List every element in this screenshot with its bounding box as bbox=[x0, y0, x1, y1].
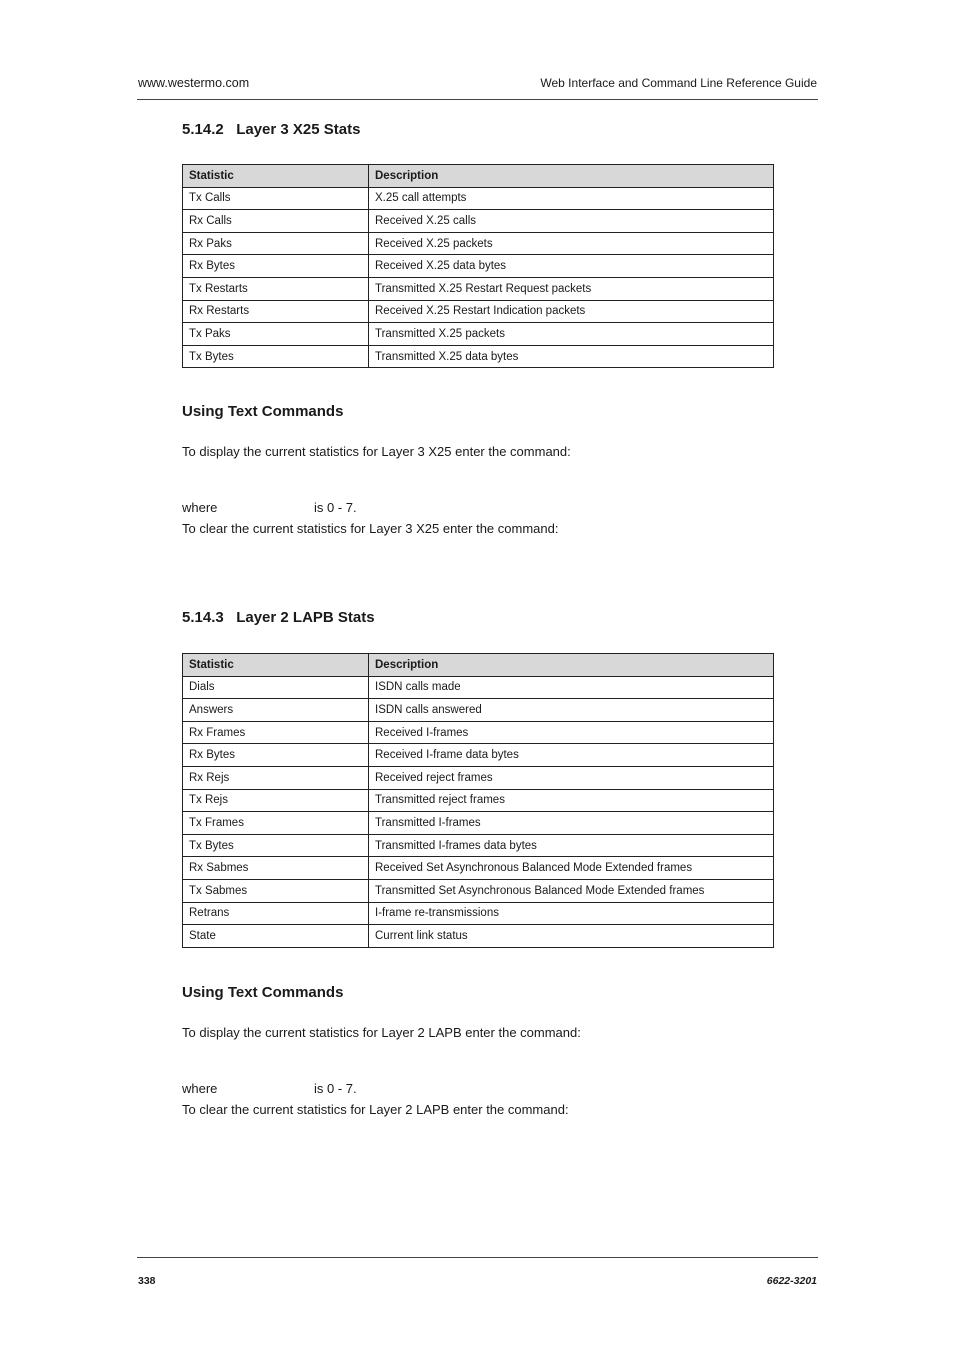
x25-where-label: where bbox=[182, 500, 218, 515]
statistic-cell: Rx Bytes bbox=[183, 744, 369, 767]
statistic-cell: Rx Sabmes bbox=[183, 857, 369, 880]
statistic-cell: State bbox=[183, 925, 369, 948]
statistic-cell: Rx Calls bbox=[183, 210, 369, 233]
statistic-cell: Tx Calls bbox=[183, 187, 369, 210]
table-row bbox=[183, 721, 774, 744]
description-cell: Transmitted I-frames data bytes bbox=[369, 834, 774, 857]
table-row bbox=[183, 902, 774, 925]
statistic-cell: Tx Bytes bbox=[183, 834, 369, 857]
statistic-cell: Rx Bytes bbox=[183, 255, 369, 278]
table-row bbox=[183, 232, 774, 255]
statistic-cell: Rx Paks bbox=[183, 232, 369, 255]
lapb-stats-table bbox=[182, 653, 774, 948]
description-cell: Received X.25 calls bbox=[369, 210, 774, 233]
statistic-cell: Rx Rejs bbox=[183, 766, 369, 789]
column-header-statistic: Statistic bbox=[183, 654, 369, 677]
lapb-clear-instruction: To clear the current statistics for Layer 2 LAPB enter the command: bbox=[182, 1102, 569, 1117]
table-row bbox=[183, 345, 774, 368]
table-row bbox=[183, 255, 774, 278]
section-heading-x25: 5.14.2 Layer 3 X25 Stats bbox=[182, 121, 361, 138]
table-header-row bbox=[183, 165, 774, 188]
statistic-cell: Tx Restarts bbox=[183, 277, 369, 300]
table-row bbox=[183, 766, 774, 789]
document-number: 6622-3201 bbox=[766, 1275, 817, 1287]
statistic-cell: Tx Frames bbox=[183, 812, 369, 835]
description-cell: Transmitted I-frames bbox=[369, 812, 774, 835]
description-cell: Transmitted Set Asynchronous Balanced Mode Extended frames bbox=[369, 879, 774, 902]
statistic-cell: Rx Restarts bbox=[183, 300, 369, 323]
table-row bbox=[183, 187, 774, 210]
x25-clear-instruction: To clear the current statistics for Layer 3 X25 enter the command: bbox=[182, 521, 559, 536]
description-cell: Received X.25 Restart Indication packets bbox=[369, 300, 774, 323]
x25-text-commands-heading: Using Text Commands bbox=[182, 403, 344, 420]
x25-stats-table bbox=[182, 164, 774, 368]
description-cell: Transmitted X.25 data bytes bbox=[369, 345, 774, 368]
statistic-cell: Retrans bbox=[183, 902, 369, 925]
footer-divider bbox=[137, 1257, 818, 1258]
table-row bbox=[183, 676, 774, 699]
table-row bbox=[183, 210, 774, 233]
description-cell: ISDN calls made bbox=[369, 676, 774, 699]
column-header-description: Description bbox=[369, 165, 774, 188]
header-divider bbox=[137, 99, 818, 100]
column-header-statistic: Statistic bbox=[183, 165, 369, 188]
statistic-cell: Tx Bytes bbox=[183, 345, 369, 368]
description-cell: Received Set Asynchronous Balanced Mode Extended frames bbox=[369, 857, 774, 880]
table-row bbox=[183, 812, 774, 835]
description-cell: Received I-frames bbox=[369, 721, 774, 744]
statistic-cell: Dials bbox=[183, 676, 369, 699]
table-row bbox=[183, 300, 774, 323]
description-cell: Received I-frame data bytes bbox=[369, 744, 774, 767]
lapb-where-value: is 0 - 7. bbox=[314, 1081, 357, 1096]
description-cell: Received reject frames bbox=[369, 766, 774, 789]
description-cell: Transmitted reject frames bbox=[369, 789, 774, 812]
page-number: 338 bbox=[138, 1275, 156, 1287]
table-row bbox=[183, 277, 774, 300]
description-cell: Transmitted X.25 Restart Request packets bbox=[369, 277, 774, 300]
table-row bbox=[183, 699, 774, 722]
lapb-where-label: where bbox=[182, 1081, 218, 1096]
statistic-cell: Tx Paks bbox=[183, 323, 369, 346]
table-row bbox=[183, 744, 774, 767]
header-site-link: www.westermo.com bbox=[138, 76, 250, 90]
description-cell: Received X.25 data bytes bbox=[369, 255, 774, 278]
statistic-cell: Tx Rejs bbox=[183, 789, 369, 812]
statistic-cell: Tx Sabmes bbox=[183, 879, 369, 902]
statistic-cell: Answers bbox=[183, 699, 369, 722]
x25-display-instruction: To display the current statistics for Layer 3 X25 enter the command: bbox=[182, 444, 571, 459]
column-header-description: Description bbox=[369, 654, 774, 677]
header-guide-title: Web Interface and Command Line Reference Guide bbox=[540, 76, 817, 90]
table-row bbox=[183, 789, 774, 812]
table-row bbox=[183, 925, 774, 948]
description-cell: Current link status bbox=[369, 925, 774, 948]
x25-where-value: is 0 - 7. bbox=[314, 500, 357, 515]
section-heading-lapb: 5.14.3 Layer 2 LAPB Stats bbox=[182, 609, 375, 626]
description-cell: I-frame re-transmissions bbox=[369, 902, 774, 925]
table-row bbox=[183, 834, 774, 857]
table-header-row bbox=[183, 654, 774, 677]
table-row bbox=[183, 857, 774, 880]
lapb-text-commands-heading: Using Text Commands bbox=[182, 984, 344, 1001]
description-cell: X.25 call attempts bbox=[369, 187, 774, 210]
table-row bbox=[183, 323, 774, 346]
description-cell: Received X.25 packets bbox=[369, 232, 774, 255]
statistic-cell: Rx Frames bbox=[183, 721, 369, 744]
description-cell: ISDN calls answered bbox=[369, 699, 774, 722]
lapb-display-instruction: To display the current statistics for Layer 2 LAPB enter the command: bbox=[182, 1025, 581, 1040]
description-cell: Transmitted X.25 packets bbox=[369, 323, 774, 346]
table-row bbox=[183, 879, 774, 902]
